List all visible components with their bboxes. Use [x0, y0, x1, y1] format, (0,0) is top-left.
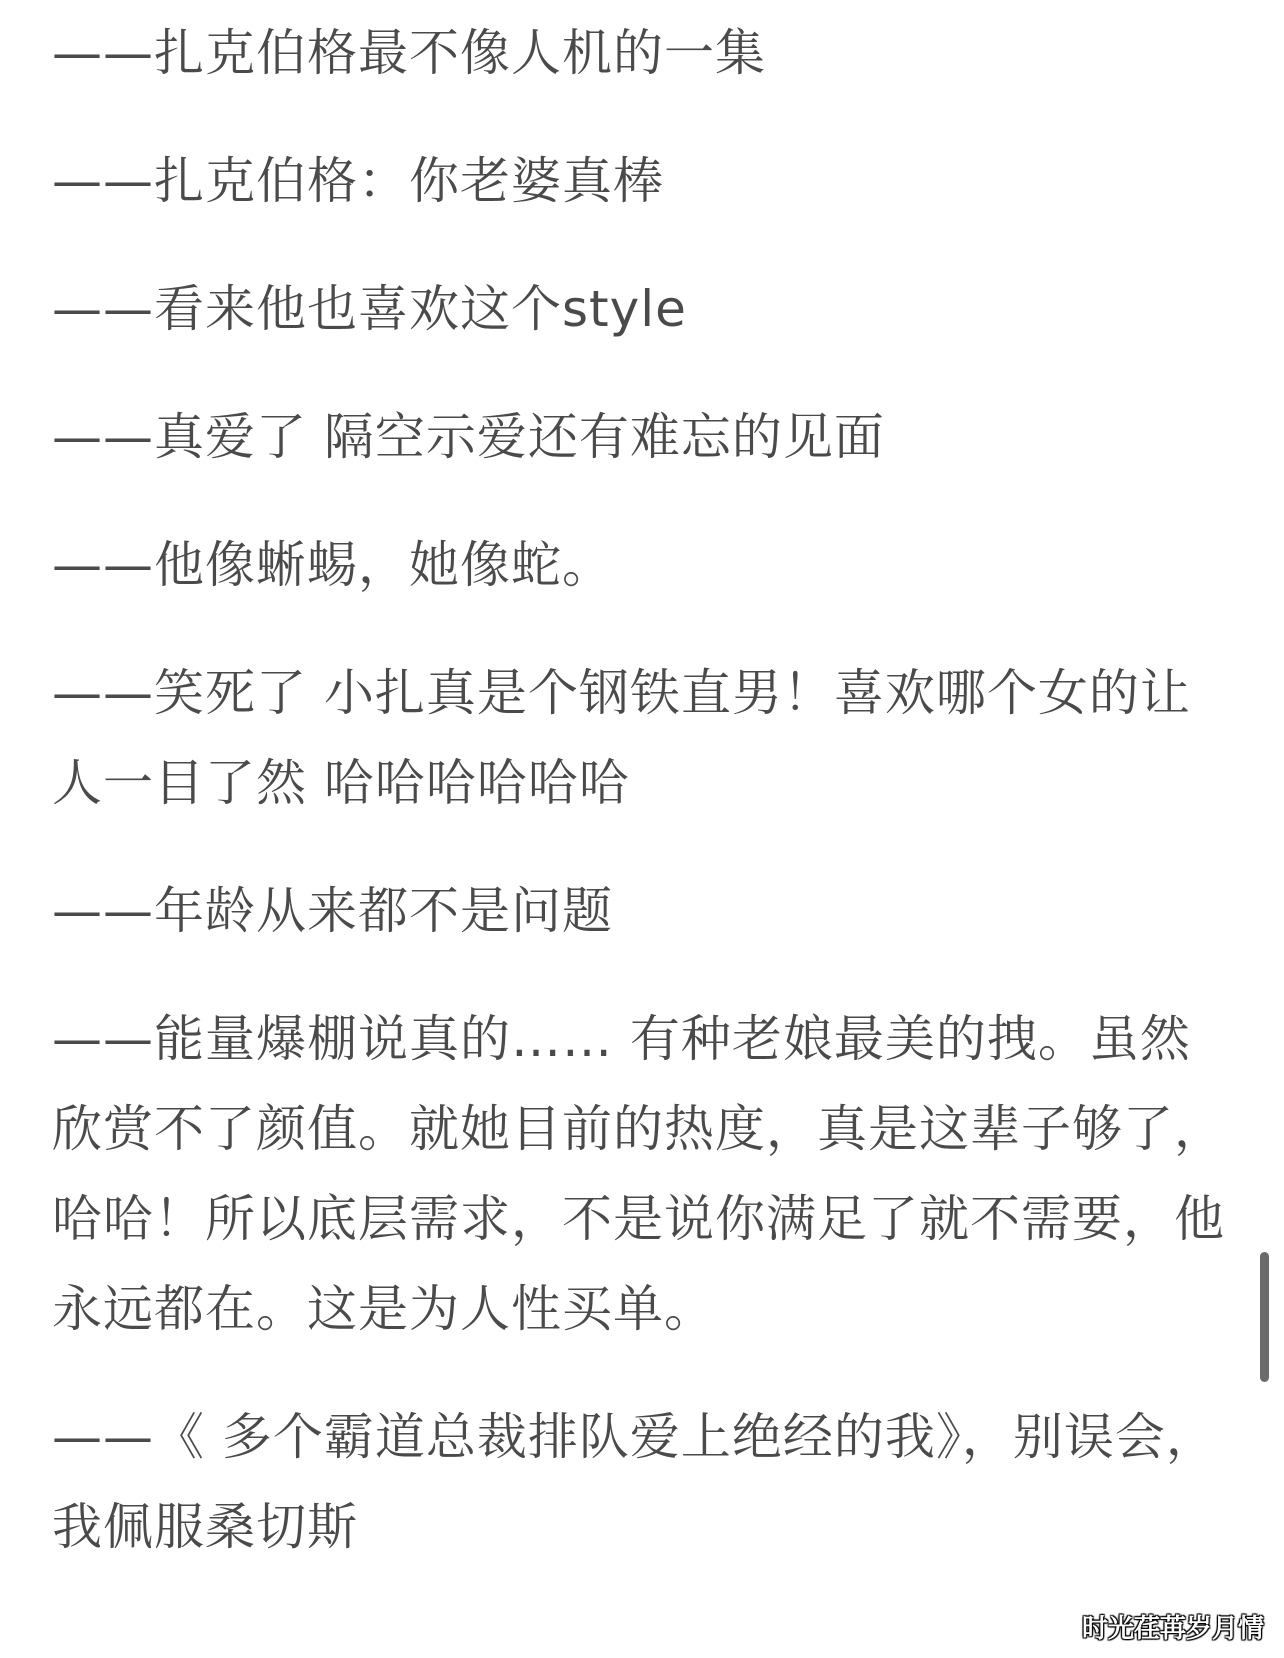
comment-item: ——能量爆棚说真的…… 有种老娘最美的拽。虽然欣赏不了颜值。就她目前的热度，真是这辈子够了，哈哈！所以底层需求，不是说你满足了就不需要，他永远都在。这是为人性买单。	[52, 1010, 1225, 1338]
comment-item: ——笑死了 小扎真是个钢铁直男！喜欢哪个女的让人一目了然 哈哈哈哈哈哈	[52, 664, 1191, 812]
scrollbar[interactable]	[1260, 1252, 1269, 1382]
comment-item: ——真爱了 隔空示爱还有难忘的见面	[52, 408, 885, 466]
comment-list	[52, 8, 1232, 1610]
comment-item: ——年龄从来都不是问题	[52, 882, 613, 940]
comment-item: ——他像蜥蜴，她像蛇。	[52, 536, 613, 594]
comment-item: ——《 多个霸道总裁排队爱上绝经的我》，别误会，我佩服桑切斯	[52, 1408, 1217, 1556]
watermark: 时光荏苒岁月情	[1081, 1614, 1264, 1644]
comment-item: ——看来他也喜欢这个style	[52, 280, 687, 338]
comment-item: ——扎克伯格最不像人机的一集	[52, 24, 766, 82]
comment-item: ——扎克伯格：你老婆真棒	[52, 152, 664, 210]
